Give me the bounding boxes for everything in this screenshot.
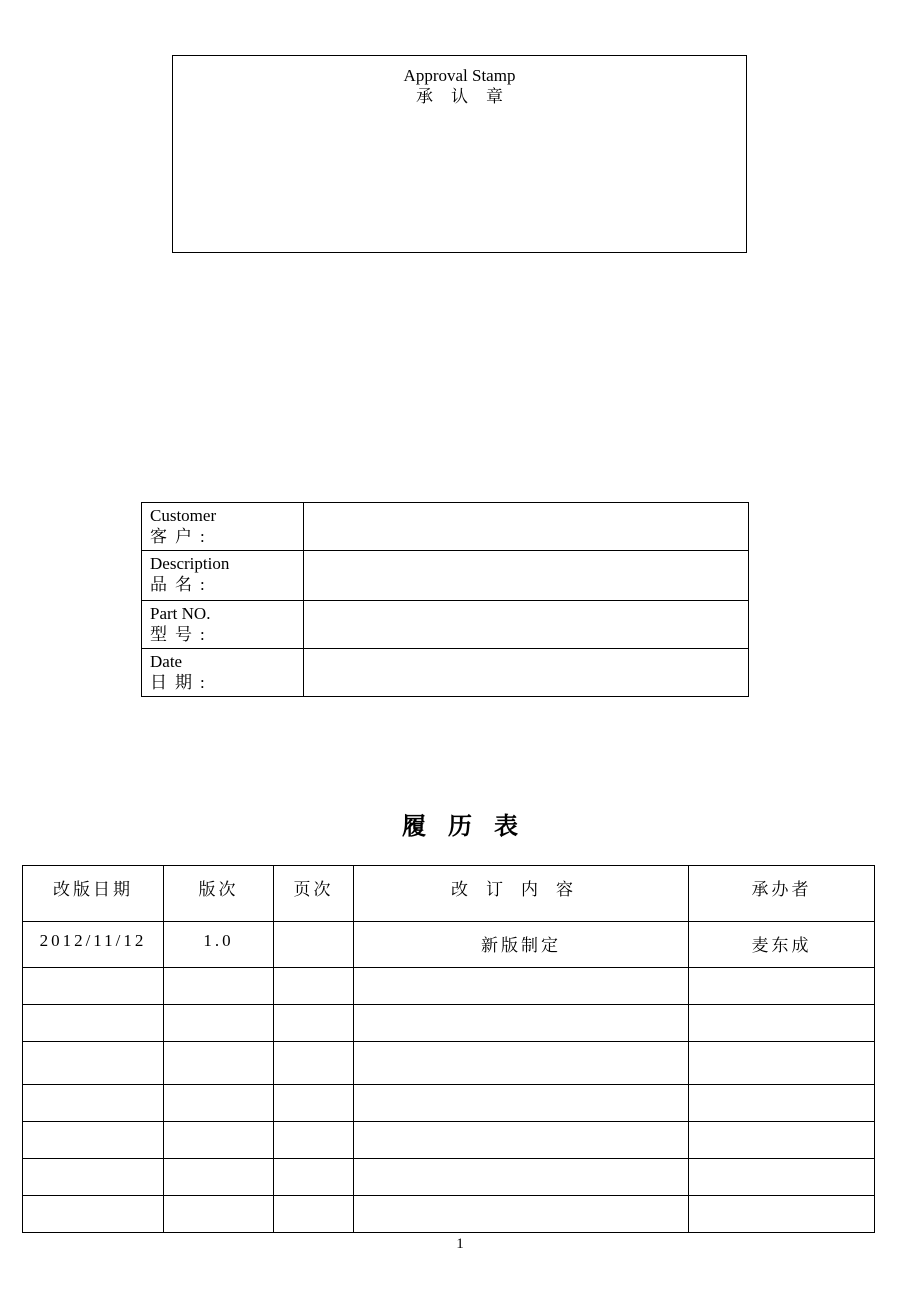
history-header-row	[23, 866, 875, 922]
info-value-customer	[304, 503, 749, 551]
table-row	[23, 922, 875, 968]
cell-date	[23, 1159, 164, 1196]
page-number: 1	[456, 1236, 464, 1252]
info-label-en: Part NO.	[150, 604, 211, 623]
cell-date	[23, 1085, 164, 1122]
info-label-cn: 日期:	[150, 673, 213, 692]
cell-page	[274, 968, 354, 1005]
cell-content: 新版制定	[354, 922, 689, 968]
header-revision-date: 改版日期	[23, 866, 164, 922]
cell-content	[354, 1085, 689, 1122]
stamp-title: Approval Stamp	[403, 66, 516, 85]
cell-version	[164, 1122, 274, 1159]
info-row-date	[142, 649, 749, 697]
table-row	[23, 968, 875, 1005]
info-value-description	[304, 551, 749, 601]
info-row-description	[142, 551, 749, 601]
info-label-cn: 品名:	[150, 575, 213, 594]
cell-date	[23, 1196, 164, 1233]
cell-handler	[689, 1005, 875, 1042]
cell-content	[354, 1042, 689, 1085]
cell-handler	[689, 1085, 875, 1122]
cell-date	[23, 1005, 164, 1042]
info-label-en: Description	[150, 554, 230, 573]
cell-page	[274, 922, 354, 968]
revision-history-table	[22, 865, 875, 1233]
cell-page	[274, 1159, 354, 1196]
info-label-cn: 客户:	[150, 527, 213, 546]
cell-page	[274, 1005, 354, 1042]
cell-content	[354, 1122, 689, 1159]
cell-version	[164, 968, 274, 1005]
cell-version: 1.0	[164, 922, 274, 968]
cell-handler	[689, 1196, 875, 1233]
cell-content	[354, 1159, 689, 1196]
cell-content	[354, 1005, 689, 1042]
history-title: 履历表	[402, 814, 540, 840]
info-label-cn: 型号:	[150, 625, 213, 644]
cell-handler	[689, 1122, 875, 1159]
table-row	[23, 1122, 875, 1159]
table-row	[23, 1085, 875, 1122]
info-label-customer	[142, 503, 304, 551]
cell-date	[23, 1042, 164, 1085]
cell-handler	[689, 1042, 875, 1085]
product-info-table	[141, 502, 749, 697]
header-page: 页次	[274, 866, 354, 922]
info-label-en: Date	[150, 652, 183, 671]
cell-page	[274, 1042, 354, 1085]
table-row	[23, 1196, 875, 1233]
cell-version	[164, 1196, 274, 1233]
approval-stamp-box	[172, 55, 747, 253]
cell-page	[274, 1085, 354, 1122]
header-handler: 承办者	[689, 866, 875, 922]
cell-date	[23, 968, 164, 1005]
info-value-date	[304, 649, 749, 697]
cell-content	[354, 968, 689, 1005]
table-row	[23, 1159, 875, 1196]
stamp-subtitle: 承认章	[416, 87, 521, 106]
cell-handler: 麦东成	[689, 922, 875, 968]
table-row	[23, 1005, 875, 1042]
cell-version	[164, 1159, 274, 1196]
cell-page	[274, 1122, 354, 1159]
info-label-date	[142, 649, 304, 697]
info-row-customer	[142, 503, 749, 551]
cell-handler	[689, 968, 875, 1005]
table-row	[23, 1042, 875, 1085]
cell-content	[354, 1196, 689, 1233]
cell-date	[23, 1122, 164, 1159]
cell-version	[164, 1005, 274, 1042]
cell-handler	[689, 1159, 875, 1196]
info-value-part-no	[304, 601, 749, 649]
cell-version	[164, 1085, 274, 1122]
info-label-part-no	[142, 601, 304, 649]
header-version: 版次	[164, 866, 274, 922]
info-row-part-no	[142, 601, 749, 649]
cell-page	[274, 1196, 354, 1233]
info-label-en: Customer	[150, 506, 217, 525]
cell-version	[164, 1042, 274, 1085]
cell-date: 2012/11/12	[23, 922, 164, 968]
header-revision-content: 改订内容	[354, 866, 689, 922]
info-label-description	[142, 551, 304, 601]
